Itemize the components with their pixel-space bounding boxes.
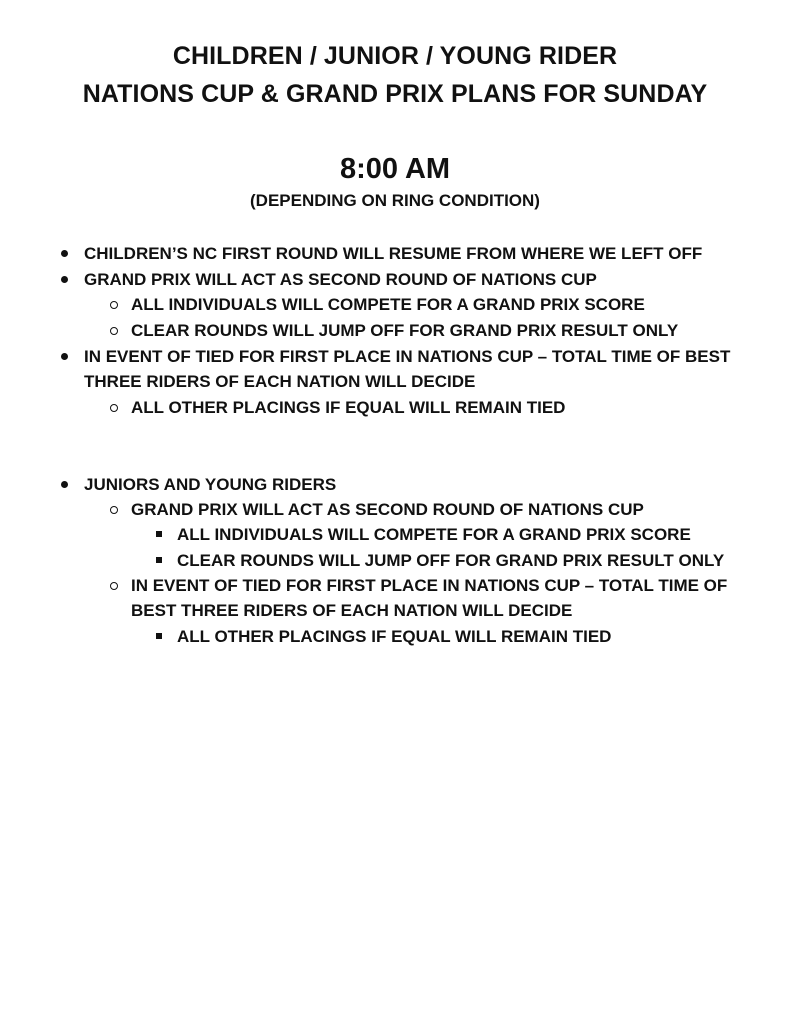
bullet-square-icon: [156, 557, 162, 563]
bullet-circle-icon: [110, 582, 118, 590]
list-item: CLEAR ROUNDS WILL JUMP OFF FOR GRAND PRIX RESULT ONLY: [131, 321, 679, 340]
bullet-square-icon: [156, 531, 162, 537]
list-item: GRAND PRIX WILL ACT AS SECOND ROUND OF NATIONS CUP: [84, 270, 597, 289]
list-item-continuation: BEST THREE RIDERS OF EACH NATION WILL DECIDE: [131, 601, 573, 620]
bullet-disc-icon: [61, 250, 68, 257]
ring-condition-note: (DEPENDING ON RING CONDITION): [250, 191, 540, 210]
list-item: ALL INDIVIDUALS WILL COMPETE FOR A GRAND PRIX SCORE: [177, 525, 691, 544]
bullet-square-icon: [156, 633, 162, 639]
list-item-continuation: THREE RIDERS OF EACH NATION WILL DECIDE: [84, 372, 476, 391]
bullet-circle-icon: [110, 404, 118, 412]
list-item: ALL OTHER PLACINGS IF EQUAL WILL REMAIN TIED: [131, 398, 566, 417]
list-item: CLEAR ROUNDS WILL JUMP OFF FOR GRAND PRIX RESULT ONLY: [177, 551, 725, 570]
bullet-disc-icon: [61, 481, 68, 488]
bullet-disc-icon: [61, 353, 68, 360]
bullet-circle-icon: [110, 506, 118, 514]
list-item: CHILDREN’S NC FIRST ROUND WILL RESUME FROM WHERE WE LEFT OFF: [84, 244, 703, 263]
list-item: ALL INDIVIDUALS WILL COMPETE FOR A GRAND PRIX SCORE: [131, 295, 645, 314]
document-title-line-1: CHILDREN / JUNIOR / YOUNG RIDER: [172, 42, 618, 70]
list-item: GRAND PRIX WILL ACT AS SECOND ROUND OF NATIONS CUP: [131, 500, 644, 519]
list-item: IN EVENT OF TIED FOR FIRST PLACE IN NATIONS CUP – TOTAL TIME OF BEST: [84, 347, 731, 366]
list-item: JUNIORS AND YOUNG RIDERS: [84, 475, 337, 494]
list-item: ALL OTHER PLACINGS IF EQUAL WILL REMAIN TIED: [177, 627, 612, 646]
bullet-disc-icon: [61, 276, 68, 283]
bullet-circle-icon: [110, 327, 118, 335]
bullet-circle-icon: [110, 301, 118, 309]
start-time: 8:00 AM: [339, 153, 451, 185]
document-title-line-2: NATIONS CUP & GRAND PRIX PLANS FOR SUNDAY: [82, 80, 708, 108]
list-item: IN EVENT OF TIED FOR FIRST PLACE IN NATIONS CUP – TOTAL TIME OF: [131, 576, 728, 595]
